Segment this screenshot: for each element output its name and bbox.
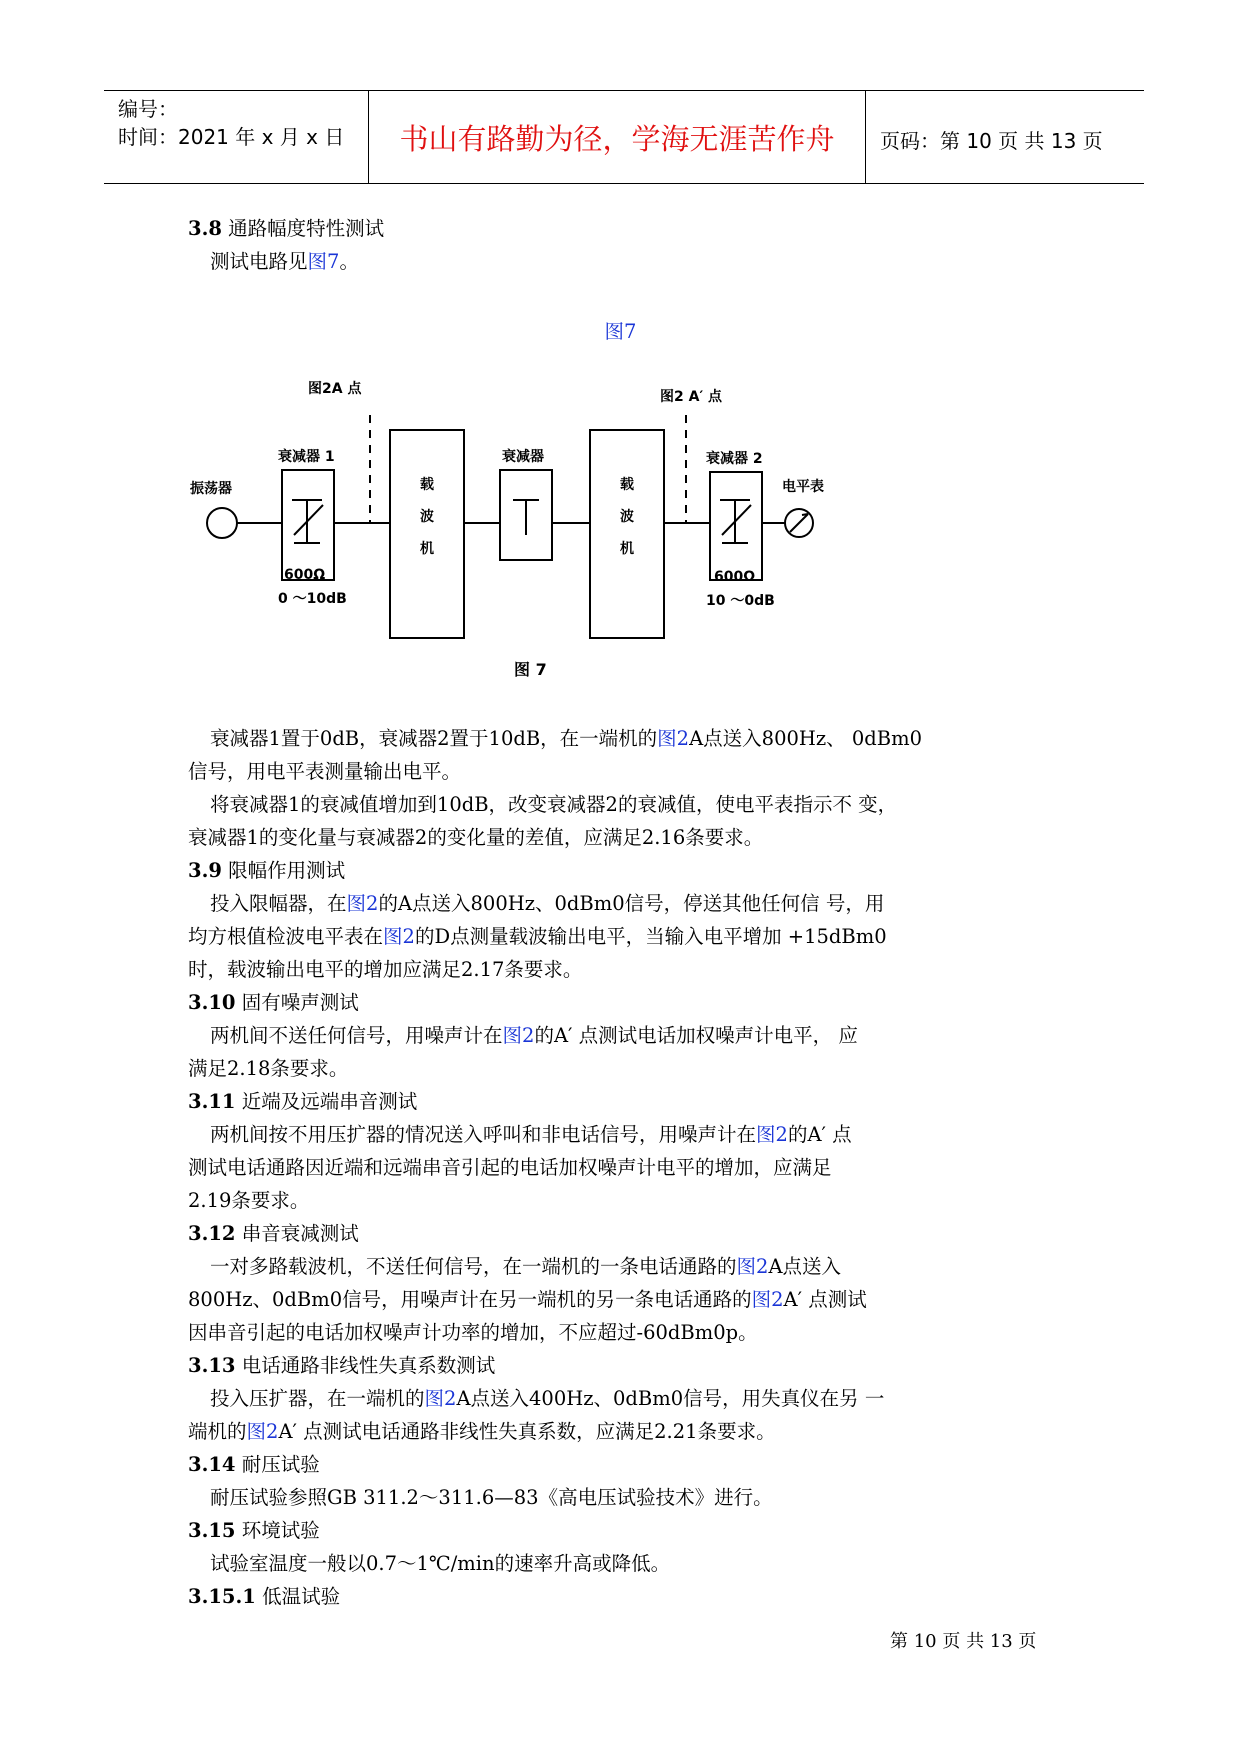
paragraph-line: 耐压试验参照GB 311.2～311.6—83《高电压试验技术》进行。 <box>210 1486 773 1509</box>
paragraph-line: 满足2.18条要求。 <box>188 1057 349 1080</box>
circuit-diagram-svg <box>190 380 870 690</box>
paragraph-line: 时，载波输出电平的增加应满足2.17条要求。 <box>188 958 583 981</box>
doc-number-label: 编号： <box>118 97 178 121</box>
paragraph <box>188 927 887 947</box>
doc-time-label: 时间：2021 年 x 月 x 日 <box>118 125 345 149</box>
attenuator2-label: 衰减器 2 <box>706 451 763 467</box>
text: 一对多路载波机，不送任何信号，在一端机的一条电话通路的 <box>210 1255 737 1278</box>
paragraph-line: 衰减器1的变化量与衰减器2的变化量的差值，应满足2.16条要求。 <box>188 826 764 849</box>
section-title: 串音衰减测试 <box>241 1222 359 1245</box>
section-number: 3.13 <box>188 1354 236 1377</box>
text: 投入压扩器，在一端机的 <box>210 1387 425 1410</box>
text: 的D点测量载波输出电平，当输入电平增加 +15dBm0 <box>414 925 887 948</box>
attenuator-label: 衰减器 <box>502 449 544 465</box>
impedance2-label: 600Ω <box>714 569 756 585</box>
section-title: 电话通路非线性失真系数测试 <box>241 1354 496 1377</box>
paragraph-line: 信号，用电平表测量输出电平。 <box>188 760 462 783</box>
figure-link[interactable]: 图2 <box>383 925 415 948</box>
paragraph <box>210 1389 884 1409</box>
carrier-box-1 <box>390 430 464 638</box>
section-heading-3-15 <box>188 1521 320 1541</box>
paragraph-line: 将衰减器1的衰减值增加到10dB，改变衰减器2的衰减值，使电平表指示不 变， <box>210 793 898 816</box>
figure-link[interactable]: 图7 <box>307 250 340 273</box>
section-number: 3.12 <box>188 1222 236 1245</box>
text: 。 <box>339 250 359 273</box>
carrier2-char-1: 载 <box>620 477 634 493</box>
section-heading-3-15-1 <box>188 1587 340 1607</box>
text: A点送入800Hz、 0dBm0 <box>689 727 922 750</box>
section-heading-3-14 <box>188 1455 320 1475</box>
figure-link[interactable]: 图2 <box>502 1024 535 1047</box>
paragraph-line: 测试电话通路因近端和远端串音引起的电话加权噪声计电平的增加，应满足 <box>188 1156 832 1179</box>
section-title: 环境试验 <box>241 1519 320 1542</box>
header-motto: 书山有路勤为径，学海无涯苦作舟 <box>399 122 835 156</box>
text: A′ 点测试 <box>783 1288 867 1311</box>
figure-link[interactable]: 图2 <box>346 892 379 915</box>
figure-link[interactable]: 图2 <box>246 1420 279 1443</box>
section-title: 限幅作用测试 <box>228 859 346 882</box>
point-a-label: 图2A 点 <box>308 381 362 397</box>
figure-link[interactable]: 图2 <box>736 1255 769 1278</box>
page-header <box>104 90 1144 184</box>
carrier1-char-2: 波 <box>420 509 434 525</box>
text: 端机的 <box>188 1420 247 1443</box>
section-title: 近端及远端串音测试 <box>241 1090 418 1113</box>
paragraph <box>188 1422 776 1442</box>
figure-link[interactable]: 图2 <box>424 1387 457 1410</box>
text: 两机间按不用压扩器的情况送入呼叫和非电话信号，用噪声计在 <box>210 1123 757 1146</box>
figure-link[interactable]: 图2 <box>657 727 690 750</box>
paragraph <box>210 1125 852 1145</box>
oscillator-label: 振荡器 <box>190 481 232 497</box>
carrier2-char-3: 机 <box>620 541 634 557</box>
text: 均方根值检波电平表在 <box>188 925 384 948</box>
text: 两机间不送任何信号，用噪声计在 <box>210 1024 503 1047</box>
figure-caption: 图 7 <box>514 660 547 679</box>
text: A点送入400Hz、0dBm0信号，用失真仪在另 一 <box>456 1387 885 1410</box>
section-heading-3-10 <box>188 993 359 1013</box>
text: 的A′ 点测试电话加权噪声计电平， 应 <box>534 1024 858 1047</box>
carrier-box-2 <box>590 430 664 638</box>
section-title: 通路幅度特性测试 <box>228 217 385 240</box>
section-number: 3.8 <box>188 217 222 240</box>
figure-link[interactable]: 图2 <box>751 1288 784 1311</box>
section-heading-3-9 <box>188 861 345 881</box>
carrier1-char-1: 载 <box>420 477 434 493</box>
paragraph-line: 2.19条要求。 <box>188 1189 310 1212</box>
section-heading-3-8 <box>188 219 384 239</box>
section-heading-3-13 <box>188 1356 495 1376</box>
figure-link-title[interactable]: 图7 <box>604 320 637 343</box>
paragraph <box>210 252 359 272</box>
header-left-cell <box>104 91 368 183</box>
section-number: 3.15 <box>188 1519 236 1542</box>
text: 的A点送入800Hz、0dBm0信号，停送其他任何信 号，用 <box>378 892 885 915</box>
section-title: 耐压试验 <box>241 1453 320 1476</box>
section-heading-3-11 <box>188 1092 417 1112</box>
text: A点送入 <box>768 1255 842 1278</box>
carrier1-char-3: 机 <box>420 541 434 557</box>
paragraph <box>210 894 884 914</box>
carrier2-char-2: 波 <box>620 509 634 525</box>
section-number: 3.14 <box>188 1453 236 1476</box>
section-number: 3.15.1 <box>188 1585 256 1608</box>
section-number: 3.11 <box>188 1090 236 1113</box>
section-heading-3-12 <box>188 1224 359 1244</box>
impedance1-label: 600Ω <box>284 567 326 583</box>
section-title: 固有噪声测试 <box>241 991 359 1014</box>
text: 的A′ 点 <box>787 1123 852 1146</box>
paragraph <box>188 1290 867 1310</box>
header-center-cell <box>368 91 866 183</box>
header-right-cell <box>866 91 1144 183</box>
header-page-label: 页码：第 10 页 共 13 页 <box>880 129 1103 153</box>
attenuator1-label: 衰减器 1 <box>278 449 335 465</box>
text: 衰减器1置于0dB，衰减器2置于10dB，在一端机的 <box>210 727 658 750</box>
text: A′ 点测试电话通路非线性失真系数，应满足2.21条要求。 <box>278 1420 776 1443</box>
text: 800Hz、0dBm0信号，用噪声计在另一端机的另一条电话通路的 <box>188 1288 752 1311</box>
page-footer: 第 10 页 共 13 页 <box>890 1631 1037 1652</box>
range1-label: 0 ～10dB <box>278 591 347 607</box>
section-title: 低温试验 <box>262 1585 341 1608</box>
section-number: 3.10 <box>188 991 236 1014</box>
section-number: 3.9 <box>188 859 222 882</box>
paragraph <box>210 1257 841 1277</box>
text: 测试电路见 <box>210 250 308 273</box>
paragraph-line: 试验室温度一般以0.7～1℃/min的速率升高或降低。 <box>210 1552 671 1575</box>
oscillator-symbol <box>207 508 237 538</box>
paragraph <box>210 1026 858 1046</box>
paragraph-line: 因串音引起的电话加权噪声计功率的增加，不应超过-60dBm0p。 <box>188 1321 758 1344</box>
text: 投入限幅器，在 <box>210 892 347 915</box>
circuit-diagram <box>190 380 870 690</box>
figure-link[interactable]: 图2 <box>756 1123 788 1146</box>
paragraph <box>210 729 922 749</box>
range2-label: 10 ～0dB <box>706 593 775 609</box>
point-a-prime-label: 图2 A′ 点 <box>660 389 723 405</box>
level-meter-label: 电平表 <box>782 479 824 495</box>
